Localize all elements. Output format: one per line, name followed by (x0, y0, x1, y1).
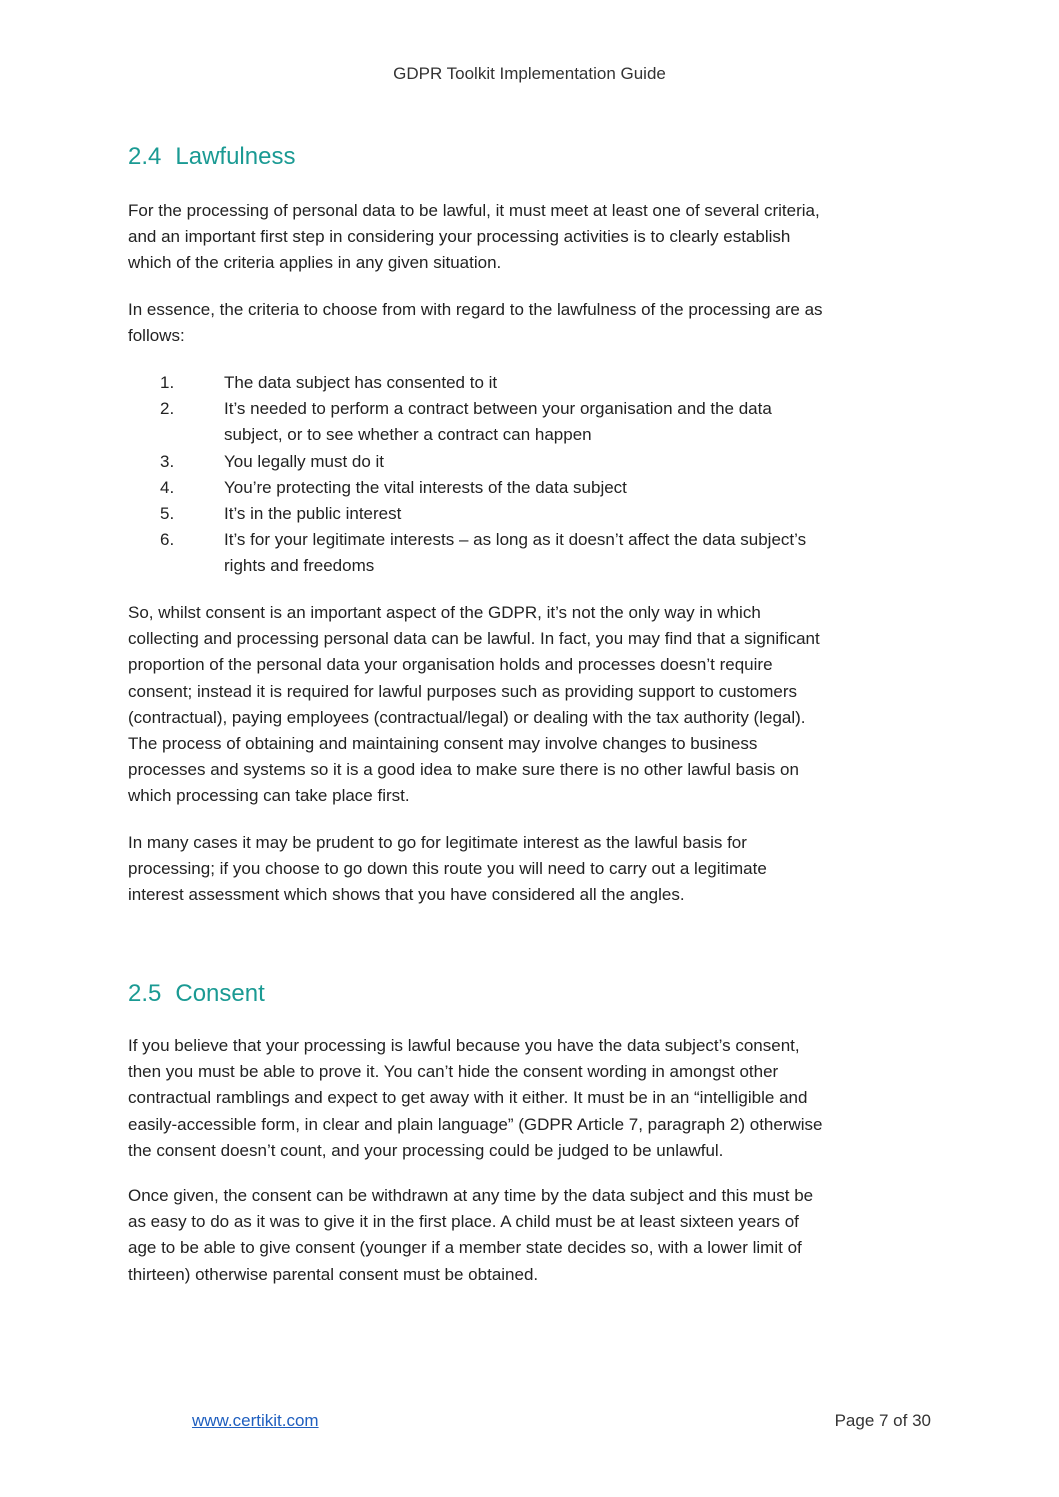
text-line: For the processing of personal data to be lawful, it must meet at least one of several criteria, (128, 201, 820, 220)
list-item (160, 501, 806, 527)
list-text (224, 527, 806, 579)
text-line: easily-accessible form, in clear and plain language” (GDPR Article 7, paragraph 2) otherwise (128, 1114, 823, 1134)
list-item (160, 449, 806, 475)
text-line: It’s for your legitimate interests – as long as it doesn’t affect the data subject’s (224, 530, 807, 550)
text-line: the consent doesn’t count, and your processing could be judged to be unlawful. (128, 1140, 724, 1160)
list-number: 6. (160, 530, 175, 550)
list-text (224, 475, 627, 501)
list-item (160, 370, 806, 396)
paragraph (128, 600, 820, 810)
text-line: age to be able to give consent (younger if a member state decides so, with a lower limit of (128, 1238, 802, 1258)
list-text (224, 449, 384, 475)
text-line: The data subject has consented to it (224, 373, 498, 392)
list-number: 1. (160, 373, 175, 392)
text-line: It’s in the public interest (224, 504, 402, 524)
text-line: collecting and processing personal data can be lawful. In fact, you may find that a significant (128, 629, 820, 649)
paragraph (128, 1033, 823, 1164)
list-text (224, 396, 772, 448)
text-line: proportion of the personal data your organisation holds and processes doesn’t require (128, 655, 773, 675)
criteria-list (160, 370, 806, 580)
list-item (160, 396, 806, 448)
paragraph (128, 297, 823, 349)
list-item (160, 527, 806, 579)
text-line: and an important first step in considering your processing activities is to clearly establish (128, 227, 791, 247)
text-line: You legally must do it (224, 451, 385, 471)
list-number: 4. (160, 477, 175, 497)
text-line: In many cases it may be prudent to go for legitimate interest as the lawful basis for (128, 833, 747, 852)
page-header-title: GDPR Toolkit Implementation Guide (393, 64, 666, 83)
text-line: processes and systems so it is a good idea to make sure there is no other lawful basis on (128, 760, 799, 780)
text-line: You’re protecting the vital interests of the data subject (224, 477, 627, 497)
text-line: which of the criteria applies in any given situation. (128, 253, 502, 273)
text-line: which processing can take place first. (128, 786, 410, 806)
text-line: then you must be able to prove it. You can’t hide the consent wording in amongst other (128, 1062, 779, 1082)
text-line: So, whilst consent is an important aspect of the GDPR, it’s not the only way in which (128, 603, 761, 622)
list-number: 5. (160, 504, 175, 524)
section-number: 2.4 (128, 143, 162, 170)
section-number: 2.5 (128, 980, 162, 1007)
list-item (160, 475, 806, 501)
paragraph (128, 198, 820, 277)
list-text (224, 370, 497, 396)
text-line: rights and freedoms (224, 556, 375, 576)
paragraph (128, 830, 767, 909)
text-line: Once given, the consent can be withdrawn at any time by the data subject and this must be (128, 1186, 814, 1205)
footer-website-link[interactable]: www.certikit.com (192, 1411, 319, 1430)
text-line: subject, or to see whether a contract can happen (224, 425, 592, 445)
text-line: follows: (128, 326, 185, 346)
text-line: interest assessment which shows that you have considered all the angles. (128, 885, 685, 905)
text-line: It’s needed to perform a contract between your organisation and the data (224, 399, 772, 419)
list-number: 2. (160, 399, 175, 419)
section-heading-consent (128, 980, 265, 1008)
text-line: processing; if you choose to go down this route you will need to carry out a legitimate (128, 859, 767, 879)
text-line: contractual ramblings and expect to get away with it either. It must be in an “intelligible and (128, 1088, 808, 1108)
text-line: (contractual), paying employees (contractual/legal) or dealing with the tax authority (legal). (128, 707, 806, 727)
text-line: consent; instead it is required for lawful purposes such as providing support to customers (128, 681, 798, 701)
text-line: If you believe that your processing is lawful because you have the data subject’s consent, (128, 1036, 800, 1055)
text-line: as easy to do as it was to give it in the first place. A child must be at least sixteen years of (128, 1212, 799, 1232)
section-heading-lawfulness (128, 143, 295, 171)
section-title: Consent (175, 980, 265, 1007)
list-text (224, 501, 401, 527)
section-title: Lawfulness (175, 143, 296, 170)
text-line: thirteen) otherwise parental consent must be obtained. (128, 1264, 539, 1284)
text-line: The process of obtaining and maintaining consent may involve changes to business (128, 733, 758, 753)
paragraph (128, 1183, 813, 1288)
text-line: In essence, the criteria to choose from with regard to the lawfulness of the processing are as (128, 300, 823, 319)
page-number: Page 7 of 30 (834, 1411, 931, 1430)
list-number: 3. (160, 451, 175, 471)
